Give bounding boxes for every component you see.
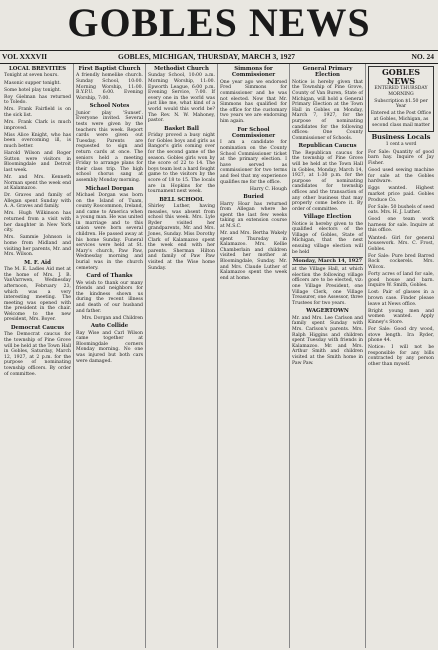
column-3 xyxy=(146,64,218,648)
masthead xyxy=(0,0,438,48)
columns xyxy=(2,64,436,648)
brevity-item: Miss Alice Knight, who has been overcoming ill, is much better. xyxy=(4,132,71,149)
issue-number: NO. 24 xyxy=(411,52,434,61)
section-heading: General Primary Election xyxy=(302,66,353,79)
section-heading: Republican Caucus xyxy=(298,143,357,150)
local-ad: For Sale: Quantity of good barn hay. Inquire of Jay Fisher. xyxy=(368,149,434,166)
article-body: Mr. and Mrs. Bertha Wakely spent Thursday in Kalamazoo. Mrs. Kellie Chamberlain and children visited her mother at Bloomingdale, Sunday. Mr. and Mrs. Claude Luther of Kalamazoo spent the week end at home. xyxy=(220,231,287,281)
article-body: at the Village Hall, at which election the following village officers are to be elected, viz: one Village President, one Village Clerk, one Village Treasurer, one Assessor, three Trustees for two years. xyxy=(292,267,363,306)
section-heading: Basket Ball xyxy=(164,125,199,132)
section-heading: Auto Collide xyxy=(90,323,129,330)
section-heading: First Baptist Church xyxy=(78,66,141,72)
brevity-item: Some hotel play tonight. xyxy=(4,87,62,93)
local-ad: Bright young men and women wanted. Apply Kinney's Store. xyxy=(368,308,434,325)
newspaper-title: GOBLES NEWS xyxy=(67,0,371,45)
dateline-bar xyxy=(0,50,438,64)
section-heading: Card of Thanks xyxy=(86,273,133,280)
article-body: Sunday School, 10:00 a.m. Morning Worship, 11:00. Epworth League, 6:00 p.m. Evening Service, 7:00. If every one in the world was just like me, what kind of a world would this world be? The Rev. N. W. Mahoney, pastor. xyxy=(148,73,215,124)
section-heading: WAGERTOWN xyxy=(306,308,349,315)
section-heading: Buried xyxy=(243,194,264,201)
brevity-item: Tonight at seven hours. xyxy=(4,73,59,79)
section-heading: Business Locals xyxy=(371,132,431,141)
brevity-item: Masonic supper tonight. xyxy=(4,80,61,86)
local-ad: For Sale: Good dry wood, stove length. Ira Ryder, phone 44. xyxy=(368,326,434,344)
rate-note: 1 cent a word xyxy=(385,142,417,148)
local-ad: Forty acres of land for sale, good house and barn. Inquire W. Smith, Gobles. xyxy=(368,272,434,289)
signature: Mrs. Dorgan and Children xyxy=(81,315,143,321)
article-body: One year ago we endorsed Fred Simmons for commissioner and he was not elected. Now that Mr. Simmons has qualified for the office for the customary two years we are endorsing him again. xyxy=(220,79,287,124)
dateline-text: GOBLES, MICHIGAN, THURSDAY, MARCH 3, 1927 xyxy=(118,52,296,61)
section-heading: Simmons for Commissioner xyxy=(231,66,276,79)
local-ad: Notice: I will not be responsible for any bills contracted by any person other than myself. xyxy=(368,345,434,368)
section-heading: Michael Dorgan xyxy=(85,185,134,192)
publisher-line: ENTERED THURSDAY MORNING xyxy=(374,86,428,97)
article-body: Harry Hoar has returned from Allegan where he spent the last few weeks taking an extension course at M.S.C. xyxy=(220,201,287,229)
column-4 xyxy=(218,64,290,648)
section-heading: Democrat Caucus xyxy=(10,325,65,332)
column-5 xyxy=(290,64,366,648)
column-6 xyxy=(366,64,436,648)
signature: Harry C. Hough xyxy=(249,186,287,192)
article-body: The M. E. Ladies Aid met at the home of Mrs. J. B. VanVarrwen, Wednesday afternoon, February 23, which was a very interesting meeting. The meeting was opened with the president in the chair. Welcome to the new president, Mrs. Boyer. xyxy=(4,267,71,323)
section-heading: Village Election xyxy=(303,214,352,221)
section-heading: Methodist Church xyxy=(154,66,209,72)
volume-label: VOL XXXVII xyxy=(2,52,48,61)
article-body: Junior play 'Sunset'. Everyone invited. Several tests were given by the teachers this week. Report cards were given out Tuesday. Parents are requested to sign and return cards at once. The seniors held a meeting Friday to arrange plans for their class trip. The high school chorus sang at assembly Monday morning. xyxy=(76,110,143,183)
election-date: Monday, March 14, 1927 xyxy=(292,258,363,265)
article-body: I am a candidate for nomination on the County School Commissioner ticket at the primary election. I have served as commissioner for two terms and feel that my experience qualifies me for the office. xyxy=(220,140,287,185)
section-heading: BELL SCHOOL xyxy=(159,196,204,203)
local-ad: Wanted: Girl for general housework. Mrs. C. Frost, Gobles. xyxy=(368,235,434,252)
brevity-item: Mr. and Mrs. Kenneth Norman spent the week end at Kalamazoo. xyxy=(4,174,71,192)
brevity-item: Harold Wilson and Roger Sutton were visitors in Bloomingdale and Detroit last week. xyxy=(4,151,71,173)
section-heading: LOCAL BREVITIES xyxy=(8,66,66,72)
article-body: Ray Wise and Carl Wilson came together at Bloomingdale corners Monday morning. No one was injured but both cars were damaged. xyxy=(76,330,143,364)
article-body: Shirley Luther, having measles, was absent from school this week. Mrs. Lyle Ryder visited her grandparents, Mr. and Mrs. Jones, Sunday. Miss Dorothy Clark of Kalamazoo spent the week end with her parents. Sherman Hilton and family of Paw Paw visited at the Wise home Sunday. xyxy=(148,204,215,271)
local-ad: Good one team work harness for sale. Inquire at this office. xyxy=(368,217,434,234)
section-heading: M. F. Aid xyxy=(24,259,51,266)
publisher-box-title: GOBLES NEWS xyxy=(381,67,421,86)
publisher-line: Entered at the Post Office at Gobles, Michigan, as second class mail matter xyxy=(370,111,432,128)
local-ad: Good used sewing machine for sale at the Gobles hardware. xyxy=(368,168,434,185)
publisher-box xyxy=(368,66,434,132)
article-body: Notice is hereby given that the Township of Pine Grove, County of Van Buren, State of Michigan, will hold a General Primary Election at the Town Hall in Gobles on Monday, March 7, 1927, for the purpose of nominating candidates for the following offices: One County Commissioner of Schools. xyxy=(292,79,363,141)
brevity-item: Dr. Graves and family of Allegan spent Sunday with A. A. Graves and family. xyxy=(4,193,71,210)
section-heading: School Notes xyxy=(89,103,130,110)
local-ad: For Sale: Pure bred Barred Rock cockerels. Mrs. Wilcox. xyxy=(368,253,434,271)
local-ad: Lost: Pair of glasses in a brown case. Finder please leave at News office. xyxy=(368,290,434,307)
brevity-item: Mrs. Frank Clark is much improved. xyxy=(4,120,71,131)
section-heading: For School Commissioner xyxy=(231,126,276,139)
column-1 xyxy=(2,64,74,648)
article-body: We wish to thank our many friends and neighbors for the kindness shown us during the recent illness and death of our husband and father. xyxy=(76,280,143,314)
local-ad: For Sale: 50 bushels of seed oats. Mrs. H. J. Luther. xyxy=(368,204,434,216)
brevity-item: Mrs. Hugh Wilkinson has returned from a visit with her daughter in New York city. xyxy=(4,211,71,234)
article-body: Mr. and Mrs. Lee Carlson and family spent Sunday with Mrs. Carlson's parents. Mrs. Ralph Higgins and children spent Tuesday with friends in Kalamazoo. Mr. and Mrs. Arthur Smith and children visited at the Smith home in Paw Paw. xyxy=(292,315,363,366)
brevity-item: Mrs. Frank Fairfield is on the sick list. xyxy=(4,107,71,118)
article-body: Friday proved a busy night for Gobles boys and girls as Bangor's girls coming over for the second game of the season. Gobles girls won by the score of 22 to 14. The boys team lost a hard fought game to the visitors by the score of 18 to 15. The locals are in Hopkins for the tournament next week. xyxy=(148,133,215,195)
article-body: A friendly homelike church. Sunday School, 10:00. Morning Worship, 11:00. B.Y.P.U. 6:00. Evening Worship, 7:00. xyxy=(76,73,143,101)
article-body: Michael Dorgan was born on the Island of Tuam, county Roscommon, Ireland, and came to America when a young man. He was united in marriage and to this union were born several children. He passed away at his home Sunday. Funeral services were held at St. Mary's church, Paw Paw, Wednesday morning and burial was in the church cemetery. xyxy=(76,192,143,271)
brevity-item: Mrs. Sammie Johnson is home from Midland and visiting her parents, Mr. and Mrs. Wilson. xyxy=(4,235,71,258)
local-ad: Eggs wanted. Highest market price paid. Gobles Produce Co. xyxy=(368,186,434,203)
article-body: The Republican caucus for the township of Pine Grove will be held at the Town Hall in Gobles, Monday, March 14, 1927, at 1:30 p.m. for the purpose of nominating candidates for township offices and the transaction of any other business that may properly come before it. By order of committee. xyxy=(292,150,363,212)
article-body: The Democrat caucus for the township of Pine Grove will be held at the Town Hall in Gobles, Saturday, March 12, 1927, at 2 p.m. for the purpose of nominating township officers. By order of committee. xyxy=(4,332,72,377)
publisher-line: Subscription $1.50 per Year xyxy=(374,98,428,110)
article-body: Notice is hereby given to the qualified electors of the Village of Gobles, State of Michigan, that the next ensuing village election will be held xyxy=(292,221,363,255)
column-2 xyxy=(74,64,146,648)
brevity-item: Roy Gielman has returned to Toledo. xyxy=(4,94,71,106)
